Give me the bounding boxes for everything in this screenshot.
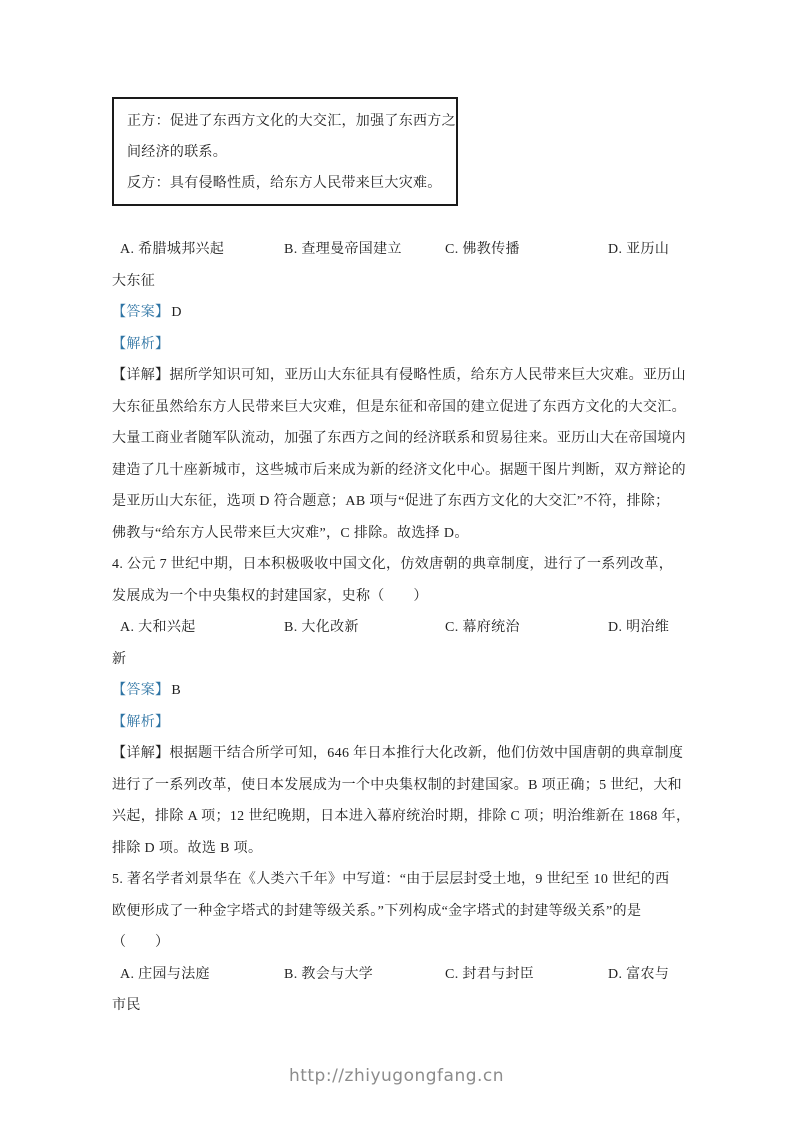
debate-box-line: 反方：具有侵略性质，给东方人民带来巨大灾难。 (127, 176, 442, 191)
answer-label: 【答案】 (112, 305, 170, 320)
answer-label: 【答案】 (112, 683, 170, 698)
question-3-option-d-wrap: 大东征 (112, 273, 156, 289)
footer-url: http://zhiyugongfang.cn (288, 1066, 505, 1086)
question-3-option-b: B. 查理曼帝国建立 (284, 242, 402, 257)
debate-box-line: 间经济的联系。 (127, 145, 228, 160)
text-line: 【详解】据所学知识可知，亚历山大东征具有侵略性质，给东方人民带来巨大灾难。亚历山 (112, 368, 686, 383)
text-line: 佛教与“给东方人民带来巨大灾难”，C 排除。故选择 D。 (112, 525, 469, 541)
question-4-option-a: A. 大和兴起 (120, 620, 196, 635)
question-3-detail-paragraph (112, 360, 692, 549)
analysis-label: 【解析】 (112, 714, 170, 730)
text-line: 进行了一系列改革，使日本发展成为一个中央集权制的封建国家。B 项正确；5 世纪，大和 (112, 777, 683, 793)
question-4-answer-value: B (171, 683, 182, 698)
question-5-option-b: B. 教会与大学 (284, 966, 374, 982)
question-5-option-a: A. 庄园与法庭 (120, 966, 210, 982)
debate-box (112, 97, 458, 206)
question-3-options-row (112, 234, 692, 266)
question-4-text (112, 549, 692, 612)
text-line: 欧便形成了一种金字塔式的封建等级关系。”下列构成“金字塔式的封建等级关系”的是 (112, 903, 642, 919)
debate-box-line: 正方：促进了东西方文化的大交汇，加强了东西方之 (127, 114, 456, 129)
question-4-analysis-line (112, 707, 692, 739)
question-4-option-d-wrap: 新 (112, 651, 127, 667)
question-4-options-row (112, 612, 692, 644)
text-line: 建造了几十座新城市，这些城市后来成为新的经济文化中心。据题干图片判断，双方辩论的 (112, 462, 686, 478)
text-line: 排除 D 项。故选 B 项。 (112, 840, 263, 856)
text-line: 4. 公元 7 世纪中期，日本积极吸收中国文化，仿效唐朝的典章制度，进行了一系列改革， (112, 557, 674, 572)
text-line: 发展成为一个中央集权的封建国家，史称（ ） (112, 588, 428, 604)
question-5-option-d: D. 富农与 (608, 966, 670, 982)
page-content (112, 234, 692, 1022)
question-3-answer-line (112, 297, 692, 329)
text-line: 兴起，排除 A 项；12 世纪晚期，日本进入幕府统治时期，排除 C 项；明治维新在 1868 年， (112, 809, 691, 824)
text-line: 大量工商业者随军队流动，加强了东西方之间的经济联系和贸易往来。亚历山大在帝国境内 (112, 431, 686, 446)
question-5-text (112, 864, 692, 959)
question-5-option-d-wrap: 市民 (112, 998, 141, 1013)
text-line: 大东征虽然给东方人民带来巨大灾难，但是东征和帝国的建立促进了东西方文化的大交汇。 (112, 399, 686, 415)
question-3-answer-value: D (171, 305, 182, 320)
question-4-option-c: C. 幕府统治 (445, 620, 520, 635)
question-5-option-c: C. 封君与封臣 (445, 966, 535, 982)
question-4-option-b: B. 大化改新 (284, 620, 359, 635)
text-line: 5. 著名学者刘景华在《人类六千年》中写道：“由于层层封受土地，9 世纪至 10 世纪的西 (112, 872, 670, 887)
text-line: 【详解】根据题干结合所学可知，646 年日本推行大化改新，他们仿效中国唐朝的典章制度 (112, 746, 684, 761)
question-4-option-d: D. 明治维 (608, 620, 670, 635)
text-line: （ ） (112, 935, 170, 950)
analysis-label: 【解析】 (112, 336, 170, 352)
question-3-option-d: D. 亚历山 (608, 242, 670, 257)
question-3-option-a: A. 希腊城邦兴起 (120, 242, 225, 257)
question-3-option-c: C. 佛教传播 (445, 242, 520, 257)
text-line: 是亚历山大东征，选项 D 符合题意；AB 项与“促进了东西方文化的大交汇”不符，排除； (112, 494, 670, 509)
question-4-detail-paragraph (112, 738, 692, 864)
question-5-options-row (112, 959, 692, 991)
question-3-analysis-line (112, 329, 692, 361)
question-4-answer-line (112, 675, 692, 707)
